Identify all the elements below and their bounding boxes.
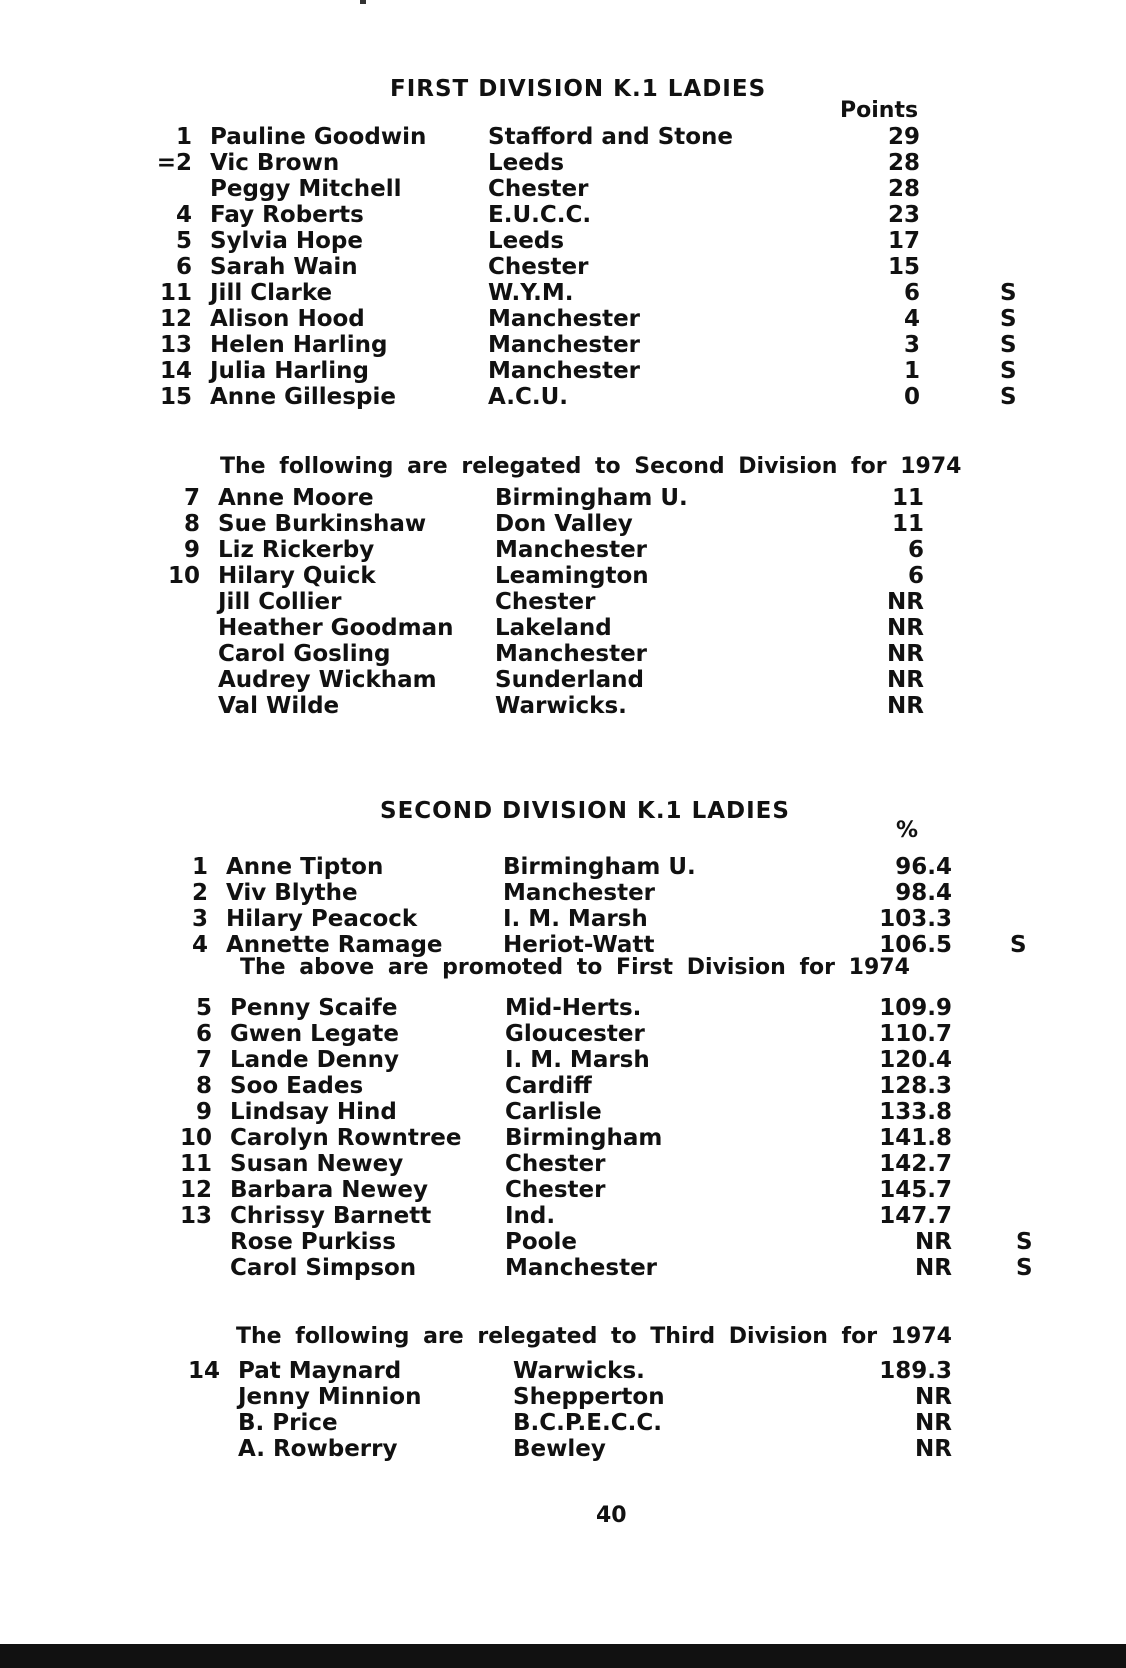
club-cell: Leeds: [488, 150, 565, 176]
flag-cell: S: [1000, 306, 1017, 332]
name-cell: Gwen Legate: [230, 1021, 399, 1047]
club-cell: Lakeland: [495, 615, 612, 641]
rank-cell: 4: [191, 932, 208, 958]
value-cell: 6: [907, 537, 924, 563]
rank-cell: 15: [159, 384, 192, 410]
club-cell: Manchester: [495, 641, 648, 667]
rank-cell: 10: [167, 563, 200, 589]
table-row: [0, 589, 1126, 615]
club-cell: Chester: [495, 589, 596, 615]
rank-cell: 5: [195, 995, 212, 1021]
club-cell: W.Y.M.: [488, 280, 574, 306]
name-cell: Anne Tipton: [226, 854, 384, 880]
name-cell: Helen Harling: [210, 332, 388, 358]
flag-cell: S: [1000, 280, 1017, 306]
club-cell: Gloucester: [505, 1021, 645, 1047]
table-row: [0, 332, 1126, 358]
value-cell: 0: [903, 384, 920, 410]
table-row: [0, 1151, 1126, 1177]
name-cell: Anne Moore: [218, 485, 374, 511]
value-cell: 189.3: [879, 1358, 952, 1384]
table-row: [0, 1436, 1126, 1462]
club-cell: Chester: [505, 1177, 606, 1203]
table-row: [0, 537, 1126, 563]
table-row: [0, 254, 1126, 280]
club-cell: Mid-Herts.: [505, 995, 642, 1021]
value-cell: NR: [887, 615, 924, 641]
second-division-relegated-note: The following are relegated to Third Division for 1974: [236, 1324, 952, 1349]
table-row: [0, 693, 1126, 719]
rank-cell: 1: [175, 124, 192, 150]
value-cell: 120.4: [879, 1047, 952, 1073]
name-cell: Susan Newey: [230, 1151, 404, 1177]
value-cell: 29: [887, 124, 920, 150]
table-row: [0, 150, 1126, 176]
value-cell: NR: [915, 1384, 952, 1410]
value-cell: NR: [915, 1255, 952, 1281]
club-cell: B.C.P.E.C.C.: [513, 1410, 662, 1436]
club-cell: Leeds: [488, 228, 565, 254]
second-division-percent-header: %: [896, 818, 919, 843]
value-cell: NR: [887, 641, 924, 667]
value-cell: 109.9: [879, 995, 952, 1021]
table-row: [0, 667, 1126, 693]
name-cell: Carol Simpson: [230, 1255, 417, 1281]
value-cell: 106.5: [879, 932, 952, 958]
value-cell: 28: [887, 150, 920, 176]
name-cell: Barbara Newey: [230, 1177, 428, 1203]
value-cell: NR: [887, 667, 924, 693]
rank-cell: 3: [191, 906, 208, 932]
name-cell: A. Rowberry: [238, 1436, 398, 1462]
value-cell: 11: [891, 511, 924, 537]
table-row: [0, 995, 1126, 1021]
rank-cell: 6: [195, 1021, 212, 1047]
name-cell: Hilary Peacock: [226, 906, 418, 932]
club-cell: Birmingham: [505, 1125, 663, 1151]
club-cell: Bewley: [513, 1436, 606, 1462]
table-row: [0, 485, 1126, 511]
name-cell: Audrey Wickham: [218, 667, 437, 693]
value-cell: 147.7: [879, 1203, 952, 1229]
rank-cell: 12: [179, 1177, 212, 1203]
name-cell: Alison Hood: [210, 306, 365, 332]
table-row: [0, 880, 1126, 906]
value-cell: 110.7: [879, 1021, 952, 1047]
name-cell: Rose Purkiss: [230, 1229, 396, 1255]
rank-cell: 8: [195, 1073, 212, 1099]
name-cell: Lindsay Hind: [230, 1099, 397, 1125]
name-cell: B. Price: [238, 1410, 338, 1436]
name-cell: Sylvia Hope: [210, 228, 363, 254]
value-cell: NR: [915, 1436, 952, 1462]
table-row: [0, 1047, 1126, 1073]
club-cell: Sunderland: [495, 667, 644, 693]
name-cell: Jenny Minnion: [238, 1384, 422, 1410]
club-cell: Don Valley: [495, 511, 633, 537]
table-row: [0, 1021, 1126, 1047]
club-cell: Manchester: [503, 880, 656, 906]
value-cell: 128.3: [879, 1073, 952, 1099]
table-row: [0, 511, 1126, 537]
table-row: [0, 854, 1126, 880]
club-cell: Chester: [505, 1151, 606, 1177]
club-cell: I. M. Marsh: [503, 906, 648, 932]
table-row: [0, 1203, 1126, 1229]
flag-cell: S: [1010, 932, 1027, 958]
table-row: [0, 124, 1126, 150]
name-cell: Viv Blythe: [226, 880, 358, 906]
value-cell: 133.8: [879, 1099, 952, 1125]
name-cell: Jill Collier: [218, 589, 342, 615]
rank-cell: 8: [183, 511, 200, 537]
club-cell: Leamington: [495, 563, 649, 589]
first-division-relegated-note: The following are relegated to Second Division for 1974: [220, 454, 962, 479]
table-row: [0, 306, 1126, 332]
value-cell: 23: [887, 202, 920, 228]
table-row: [0, 563, 1126, 589]
rank-cell: 9: [195, 1099, 212, 1125]
first-division-points-header: Points: [840, 98, 919, 123]
flag-cell: S: [1016, 1255, 1033, 1281]
flag-cell: S: [1000, 332, 1017, 358]
value-cell: 98.4: [895, 880, 952, 906]
table-row: [0, 1177, 1126, 1203]
club-cell: Carlisle: [505, 1099, 602, 1125]
table-row: [0, 358, 1126, 384]
club-cell: E.U.C.C.: [488, 202, 592, 228]
name-cell: Annette Ramage: [226, 932, 443, 958]
rank-cell: 13: [159, 332, 192, 358]
club-cell: Manchester: [488, 358, 641, 384]
rank-cell: 7: [183, 485, 200, 511]
rank-cell: 10: [179, 1125, 212, 1151]
name-cell: Heather Goodman: [218, 615, 454, 641]
name-cell: Soo Eades: [230, 1073, 364, 1099]
rank-cell: 13: [179, 1203, 212, 1229]
table-row: [0, 641, 1126, 667]
flag-cell: S: [1000, 358, 1017, 384]
rank-cell: 11: [159, 280, 192, 306]
name-cell: Anne Gillespie: [210, 384, 396, 410]
name-cell: Carol Gosling: [218, 641, 391, 667]
table-row: [0, 1229, 1126, 1255]
value-cell: 11: [891, 485, 924, 511]
value-cell: 96.4: [895, 854, 952, 880]
rank-cell: 5: [175, 228, 192, 254]
name-cell: Chrissy Barnett: [230, 1203, 432, 1229]
rank-cell: 7: [195, 1047, 212, 1073]
second-division-title: SECOND DIVISION K.1 LADIES: [380, 798, 790, 824]
value-cell: NR: [915, 1410, 952, 1436]
club-cell: Birmingham U.: [495, 485, 688, 511]
club-cell: Warwicks.: [513, 1358, 645, 1384]
club-cell: Manchester: [505, 1255, 658, 1281]
table-row: [0, 228, 1126, 254]
name-cell: Fay Roberts: [210, 202, 364, 228]
club-cell: Manchester: [488, 306, 641, 332]
name-cell: Jill Clarke: [210, 280, 333, 306]
rank-cell: =2: [156, 150, 192, 176]
name-cell: Sue Burkinshaw: [218, 511, 427, 537]
rank-cell: 14: [159, 358, 192, 384]
table-row: [0, 1125, 1126, 1151]
name-cell: Vic Brown: [210, 150, 340, 176]
name-cell: Sarah Wain: [210, 254, 358, 280]
flag-cell: S: [1016, 1229, 1033, 1255]
name-cell: Penny Scaife: [230, 995, 398, 1021]
value-cell: 103.3: [879, 906, 952, 932]
scan-edge: [0, 1644, 1126, 1668]
name-cell: Hilary Quick: [218, 563, 376, 589]
club-cell: Poole: [505, 1229, 577, 1255]
table-row: [0, 615, 1126, 641]
name-cell: Val Wilde: [218, 693, 340, 719]
value-cell: 142.7: [879, 1151, 952, 1177]
value-cell: 6: [907, 563, 924, 589]
club-cell: Cardiff: [505, 1073, 592, 1099]
club-cell: Chester: [488, 254, 589, 280]
club-cell: Manchester: [488, 332, 641, 358]
name-cell: Pauline Goodwin: [210, 124, 427, 150]
value-cell: 28: [887, 176, 920, 202]
table-row: [0, 1099, 1126, 1125]
club-cell: Chester: [488, 176, 589, 202]
value-cell: 17: [887, 228, 920, 254]
table-row: [0, 1410, 1126, 1436]
rank-cell: 2: [191, 880, 208, 906]
name-cell: Julia Harling: [210, 358, 369, 384]
table-row: [0, 906, 1126, 932]
value-cell: NR: [887, 693, 924, 719]
rank-cell: 9: [183, 537, 200, 563]
value-cell: 145.7: [879, 1177, 952, 1203]
rank-cell: 6: [175, 254, 192, 280]
table-row: [0, 1384, 1126, 1410]
rank-cell: 4: [175, 202, 192, 228]
club-cell: Birmingham U.: [503, 854, 696, 880]
club-cell: Warwicks.: [495, 693, 627, 719]
name-cell: Liz Rickerby: [218, 537, 375, 563]
rank-cell: 12: [159, 306, 192, 332]
name-cell: Lande Denny: [230, 1047, 400, 1073]
table-row: [0, 202, 1126, 228]
value-cell: 3: [903, 332, 920, 358]
table-row: [0, 1255, 1126, 1281]
page-number: 40: [596, 1503, 627, 1528]
value-cell: 6: [903, 280, 920, 306]
club-cell: Stafford and Stone: [488, 124, 734, 150]
value-cell: 1: [903, 358, 920, 384]
value-cell: 141.8: [879, 1125, 952, 1151]
table-row: [0, 1358, 1126, 1384]
rank-cell: 14: [187, 1358, 220, 1384]
first-division-title: FIRST DIVISION K.1 LADIES: [390, 76, 767, 102]
table-row: [0, 384, 1126, 410]
club-cell: Shepperton: [513, 1384, 665, 1410]
table-row: [0, 176, 1126, 202]
table-row: [0, 1073, 1126, 1099]
name-cell: Pat Maynard: [238, 1358, 402, 1384]
name-cell: Carolyn Rowntree: [230, 1125, 462, 1151]
club-cell: Heriot-Watt: [503, 932, 655, 958]
club-cell: Ind.: [505, 1203, 556, 1229]
club-cell: Manchester: [495, 537, 648, 563]
second-division-promoted-note: The above are promoted to First Division for 1974: [240, 955, 910, 980]
club-cell: I. M. Marsh: [505, 1047, 650, 1073]
rank-cell: 1: [191, 854, 208, 880]
flag-cell: S: [1000, 384, 1017, 410]
rank-cell: 11: [179, 1151, 212, 1177]
print-speck: [360, 0, 366, 4]
value-cell: NR: [915, 1229, 952, 1255]
value-cell: 15: [887, 254, 920, 280]
name-cell: Peggy Mitchell: [210, 176, 402, 202]
table-row: [0, 280, 1126, 306]
value-cell: NR: [887, 589, 924, 615]
club-cell: A.C.U.: [488, 384, 568, 410]
value-cell: 4: [903, 306, 920, 332]
